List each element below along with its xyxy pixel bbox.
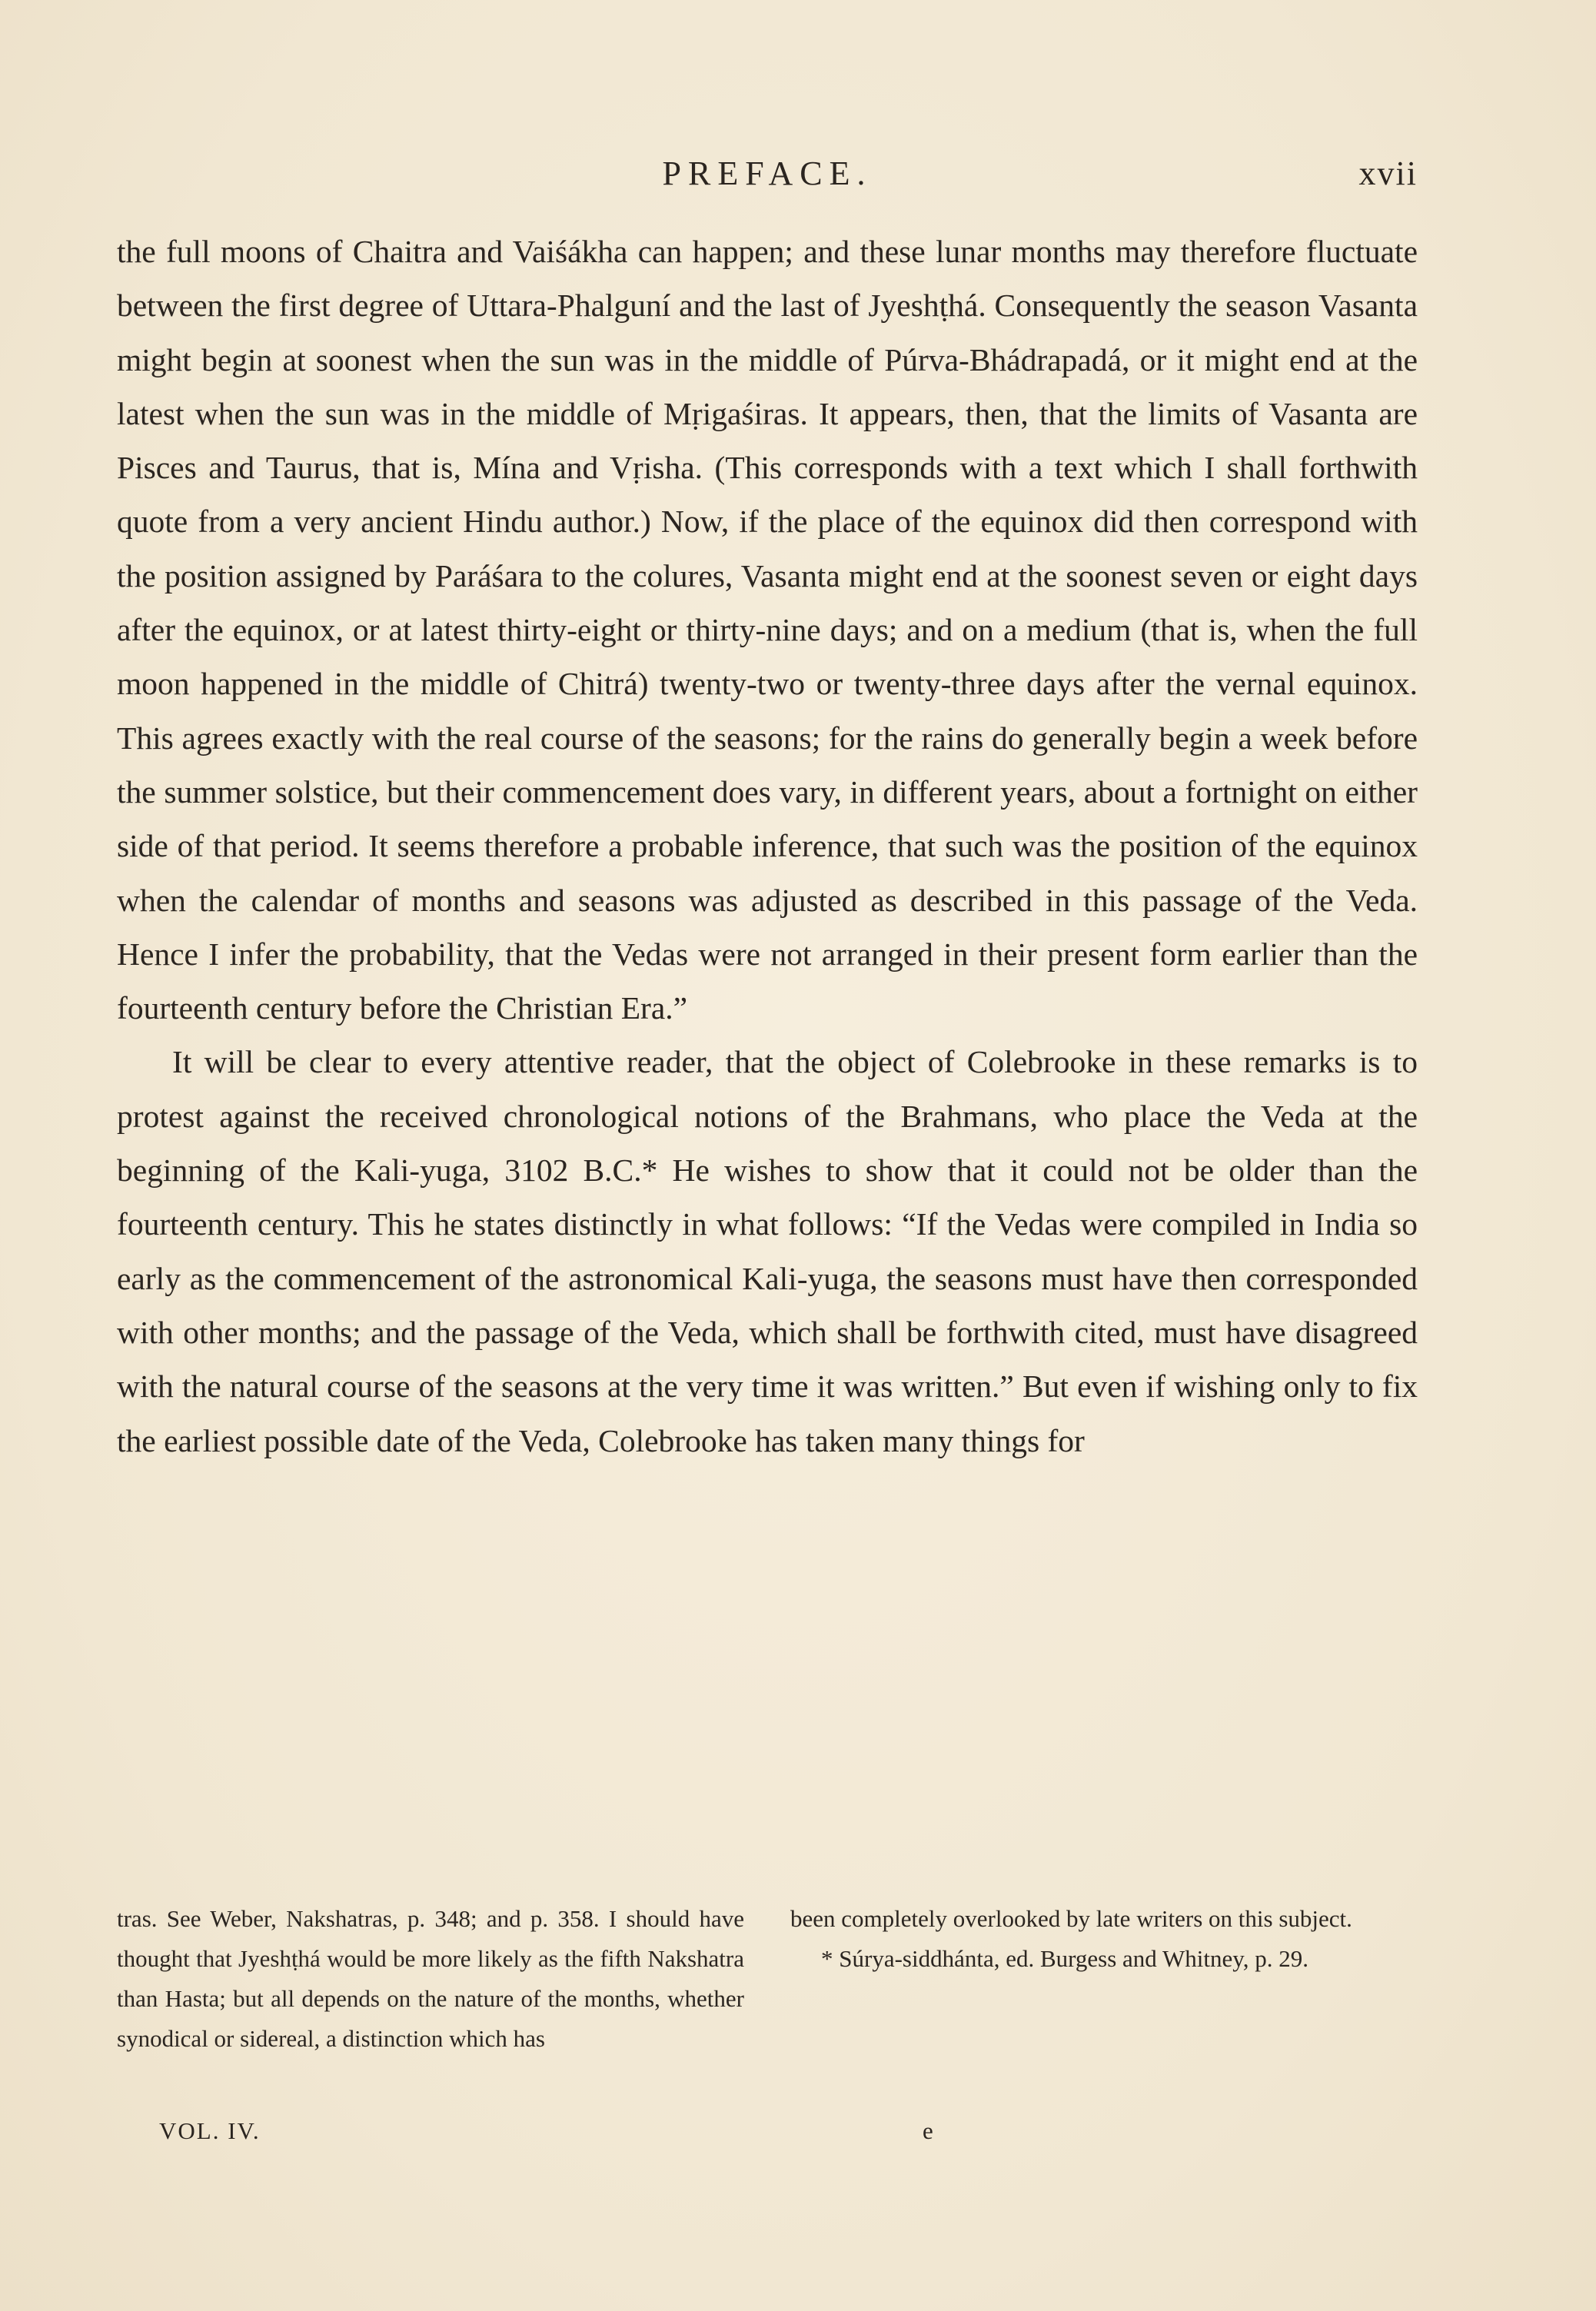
signature-line bbox=[117, 2111, 1418, 2151]
body-text bbox=[117, 224, 1418, 1468]
footnote-continued: been completely overlooked by late writers on this subject. bbox=[790, 1905, 1352, 1932]
footnote-column-right bbox=[790, 1899, 1418, 1979]
volume-mark: VOL. IV. bbox=[159, 2117, 261, 2144]
footnote-continued: tras. See Weber, Nakshatras, p. 348; and p. 358. I should have thought that Jyeshṭhá would be more likely as the fifth Nakshatra than Hasta; but all depends on the nature of the months, whether synodical or sidereal, a distinction which has bbox=[117, 1905, 744, 2052]
running-head bbox=[117, 151, 1418, 197]
footnote: * Súrya-siddhánta, ed. Burgess and Whitney, p. 29. bbox=[821, 1945, 1308, 1972]
footnote-column-left bbox=[117, 1899, 744, 2059]
signature-mark: e bbox=[923, 2117, 933, 2144]
paragraph: It will be clear to every attentive reader, that the object of Colebrooke in these remarks is to protest against the received chronological notions of the Brahmans, who place the Veda at the beginning of the Kali-yuga, 3102 B.C.* He wishes to show that it could not be older than the fourteenth century. This he states distinctly in what follows: “If the Vedas were compiled in India so early as the commencement of the astronomical Kali-yuga, the seasons must have then corresponded with other months; and the passage of the Veda, which shall be forthwith cited, must have disagreed with the natural course of the seasons at the very time it was written.” But even if wishing only to fix the earliest possible date of the Veda, Colebrooke has taken many things for bbox=[117, 1044, 1418, 1458]
page-number: xvii bbox=[1358, 155, 1418, 192]
paragraph-continued: the full moons of Chaitra and Vaiśákha can happen; and these lunar months may therefore fluctuate between the first degree of Uttara-Phalguní and the last of Jyeshṭhá. Consequently the season Vasanta might begin at soonest when the sun was in the middle of Púrva-Bhádrapadá, or it might end at the latest when the sun was in the middle of Mṛigaśiras. It appears, then, that the limits of Vasanta are Pisces and Taurus, that is, Mína and Vṛisha. (This corresponds with a text which I shall forthwith quote from a very ancient Hindu author.) Now, if the place of the equinox did then correspond with the position assigned by Paráśara to the colures, Vasanta might end at the soonest seven or eight days after the equinox, or at latest thirty-eight or thirty-nine days; and on a medium (that is, when the full moon happened in the middle of Chitrá) twenty-two or twenty-three days after the vernal equinox. This agrees exactly with the real course of the seasons; for the rains do generally begin a week before the summer solstice, but their commencement does vary, in different years, about a fortnight on either side of that period. It seems therefore a probable inference, that such was the position of the equinox when the calendar of months and seasons was adjusted as described in this passage of the Veda. Hence I infer the probability, that the Vedas were not arranged in their present form earlier than the fourteenth century before the Christian Era.” bbox=[117, 234, 1418, 1026]
page-title: PREFACE. bbox=[662, 155, 873, 192]
footnotes bbox=[117, 1899, 1418, 2091]
